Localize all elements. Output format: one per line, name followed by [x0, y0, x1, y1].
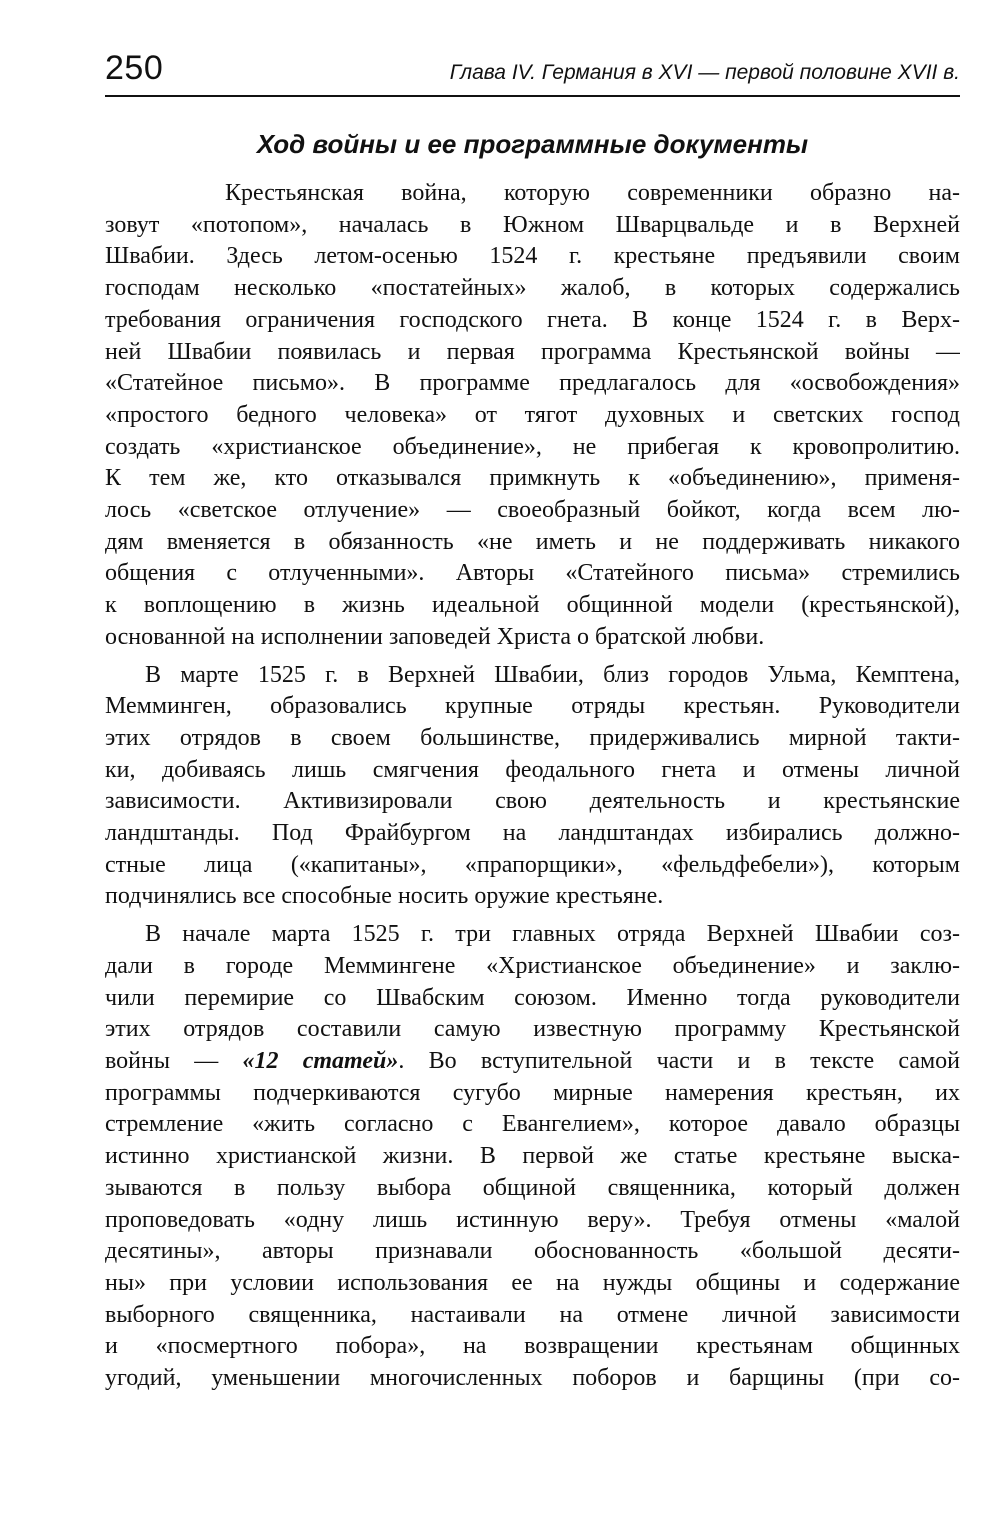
text-line: В начале марта 1525 г. три главных отряда Верхней Швабии соз- — [145, 921, 960, 948]
text-line: к воплощению в жизнь идеальной общинной модели (крестьянской), — [105, 592, 960, 619]
text-line-with-emphasis — [105, 1046, 960, 1078]
text-line: общения с отлученными». Авторы «Статейного письма» стремились — [105, 560, 960, 587]
header-rule — [105, 95, 960, 97]
page-number: 250 — [105, 49, 164, 87]
text-line: чили перемирие со Швабским союзом. Именно тогда руководители — [105, 984, 960, 1011]
text-line: истинно христианской жизни. В первой же статье крестьяне выска- — [105, 1143, 960, 1170]
text-line: создать «христианское объединение», не прибегая к кровопролитию. — [105, 433, 960, 460]
text-line: проповедовать «одну лишь истинную веру». Требуя отмены «малой — [105, 1206, 960, 1233]
text-line: «простого бедного человека» от тягот духовных и светских господ — [105, 401, 960, 428]
emphasized-title: «12 статей» — [242, 1047, 399, 1074]
text-line: ки, добиваясь лишь смягчения феодального гнета и отмены личной — [105, 756, 960, 783]
text-line: стремление «жить согласно с Евангелием», которое давало образцы — [105, 1111, 960, 1138]
text-line: стные лица («капитаны», «прапорщики», «фельдфебели»), которым — [105, 851, 960, 878]
paragraph-1 — [105, 178, 960, 654]
text-line: десятины», авторы признавали обоснованность «большой десяти- — [105, 1238, 960, 1265]
text-line: зываются в пользу выбора общиной священника, который должен — [105, 1174, 960, 1201]
text-line: «Статейное письмо». В программе предлагалось для «освобождения» — [105, 370, 960, 397]
text-line: требования ограничения господского гнета. В конце 1524 г. в Верх- — [105, 306, 960, 333]
text-segment: . Во вступительной части и в тексте самой — [398, 1047, 960, 1074]
text-line: В марте 1525 г. в Верхней Швабии, близ городов Ульма, Кемптена, — [145, 661, 960, 688]
text-line: зовут «потопом», началась в Южном Шварцвальде и в Верхней — [105, 211, 960, 238]
body-text — [105, 178, 960, 1395]
text-line: ней Швабии появилась и первая программа Крестьянской войны — — [105, 338, 960, 365]
text-line: этих отрядов составили самую известную программу Крестьянской — [105, 1016, 960, 1043]
text-line: ны» при условии использования ее на нужды общины и содержание — [105, 1269, 960, 1296]
running-head: Глава IV. Германия в XVI — первой половине XVII в. — [449, 61, 960, 84]
text-line: господам несколько «постатейных» жалоб, в которых содержались — [105, 275, 960, 302]
text-line: Швабии. Здесь летом-осенью 1524 г. крестьяне предъявили своим — [105, 243, 960, 270]
text-line: подчинялись все способные носить оружие крестьяне. — [105, 883, 664, 910]
text-line: угодий, уменьшении многочисленных поборов и барщины (при со- — [105, 1365, 960, 1392]
paragraph-2 — [105, 660, 960, 914]
section-title: Ход войны и ее программные документы — [256, 129, 809, 159]
text-line: выборного священника, настаивали на отмене личной зависимости — [105, 1301, 960, 1328]
text-line: и «посмертного побора», на возвращении крестьянам общинных — [105, 1333, 960, 1360]
text-segment: войны — — [105, 1047, 243, 1074]
text-line: программы подчеркиваются сугубо мирные намерения крестьян, их — [105, 1079, 960, 1106]
text-line: К тем же, кто отказывался примкнуть к «объединению», применя- — [105, 465, 960, 492]
text-line: Мемминген, образовались крупные отряды крестьян. Руководители — [105, 693, 960, 720]
text-line: дали в городе Меммингене «Христианское объединение» и заклю- — [105, 952, 960, 979]
page-header — [105, 48, 960, 100]
text-line: Крестьянская война, которую современники образно на- — [225, 180, 960, 206]
text-line: ландштанды. Под Фрайбургом на ландштандах избирались должно- — [105, 820, 960, 847]
text-line: лось «светское отлучение» — своеобразный бойкот, когда всем лю- — [105, 497, 960, 524]
paragraph-3 — [105, 919, 960, 1395]
text-line: зависимости. Активизировали свою деятельность и крестьянские — [105, 788, 960, 815]
text-line: этих отрядов в своем большинстве, придерживались мирной такти- — [105, 724, 960, 751]
text-line: дям вменяется в обязанность «не иметь и не поддерживать никакого — [105, 528, 960, 555]
text-line: основанной на исполнении заповедей Христа о братской любви. — [105, 623, 765, 650]
